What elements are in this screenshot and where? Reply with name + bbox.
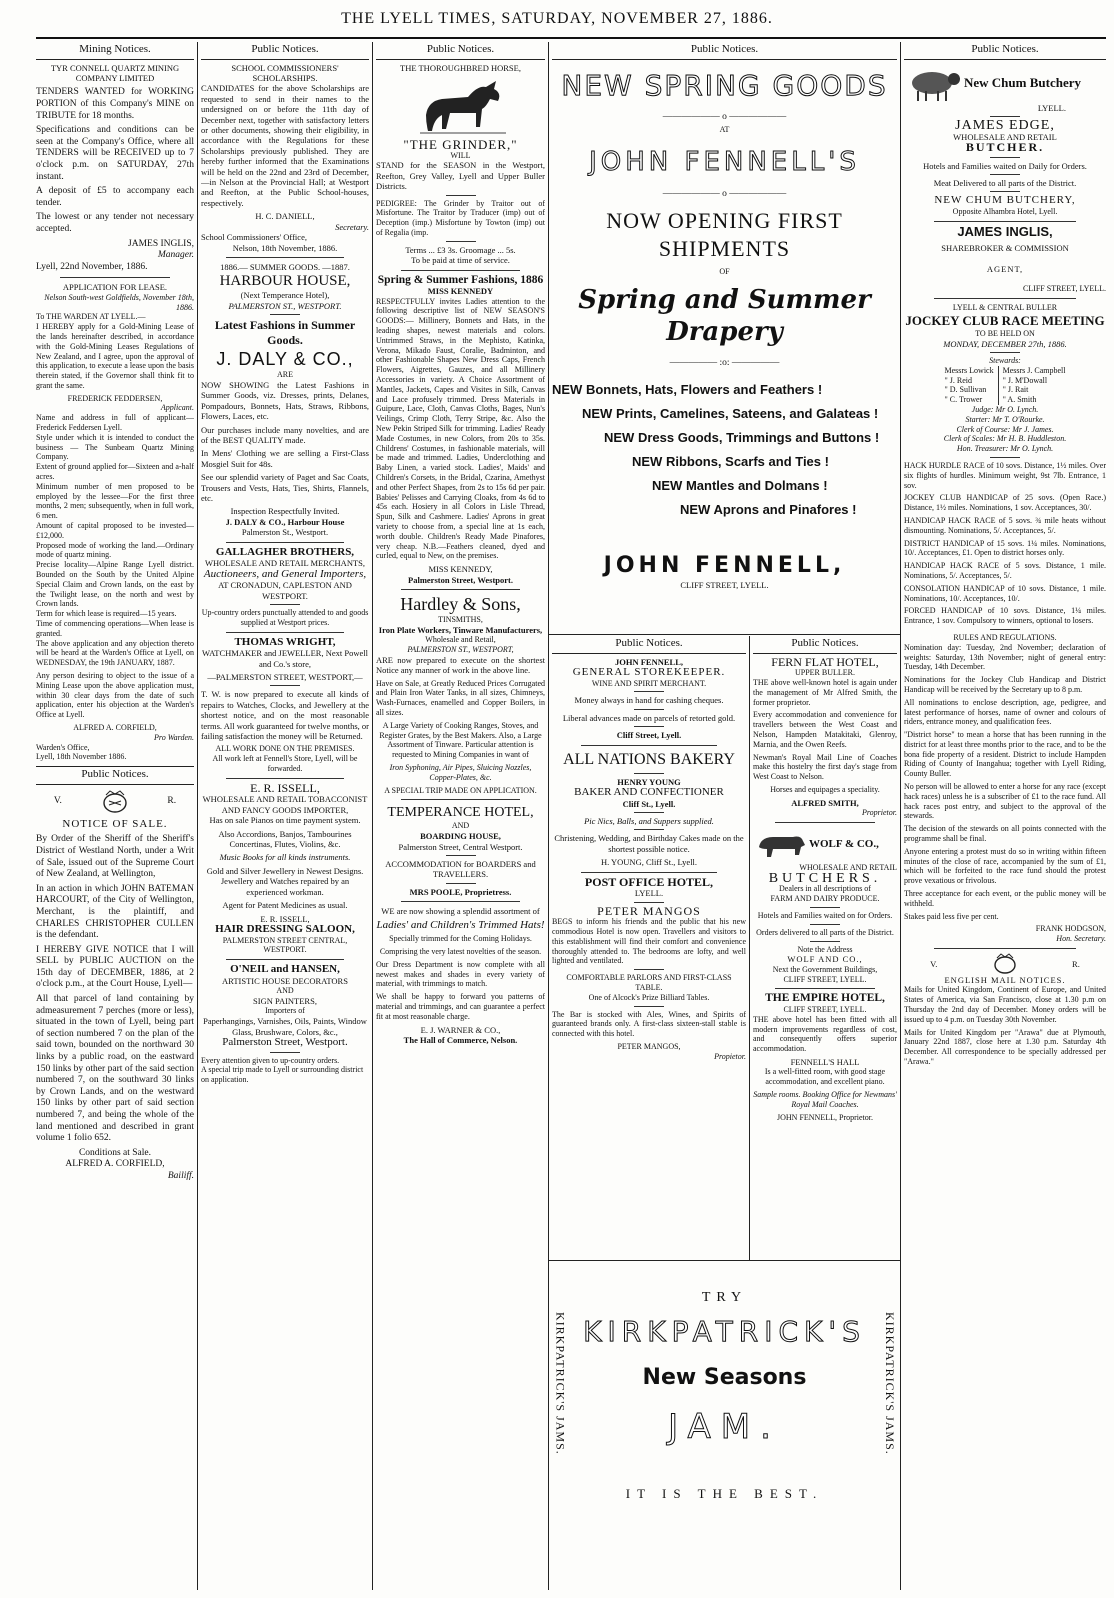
signature: H. YOUNG, Cliff St., Lyell. — [600, 857, 698, 868]
business-name: JOHN FENNELL'S — [589, 146, 860, 177]
notice-text: RESPECTFULLY invites Ladies attention to the following descriptive list of NEW SEASON'S GOODS:— Millinery, Bonnets and Hats, in the leading shapes, newest materials and colors. Untrimmed Straws, in the Mephisto, Katinka, Verona, Mikado Faust, Coralie, Badminton, and other Fashionable Shapes New Dress Caps, French Flowers, Aigrettes, Gauzes, and all Millinery Accessories in variety. A Choice Assortment of Mantles, Jackets, Capes and Visites in Silk, Canvas and Lace profusely trimmed. Dress Materials in Guipure, Lace, Cloth, Canvas Cloths, Bages, Nun's Veilings, Crimp Cloth, Terry Stripe, &c. Also the New Pekin Striped Silk for trimming. Ladies' Ready Made Costumes, in new Colors, from 20s to 35s. Childrens' Costumes, in fashionable materials, will be made and trimmed. Ladies, Underclothing and Baby Linen, a varied stock. Ladies', Maids' and Children's Corsets, in the Bridal, Czarina, Amethyst and other Perfect Shapes, from 2s to 15s 6d per pair. Babies' Pelisses and Carrying Cloaks, from 4s 6d to 45s each. Hosiery in all Colors in Lisle Thread, Spun, Silk and Cashmere. Ladies' Aprons in great variety to choose from, a special line at 1s each, worth double. Children's Ready Made Pinafores, very cheap. N.B.—Feathers cleaned, dyed and curled, equal to New, on the premises. — [376, 296, 545, 561]
business-sub: WHOLESALE AND RETAIL — [799, 862, 897, 872]
signature-title: Applicant. — [160, 403, 194, 413]
steward: " J. M'Dowall — [1002, 375, 1048, 385]
notice-text: Meat Delivered to all parts of the District. — [933, 178, 1077, 188]
notice-text: Orders delivered to all parts of the District. — [756, 927, 894, 937]
notice-text: Money always in hand for cashing cheques. — [574, 695, 724, 706]
notice-text: Christening, Wedding, and Birthday Cakes made on the shortest possible notice. — [554, 833, 744, 854]
headline-connector: AT — [719, 125, 730, 135]
signature-title: Bailiff. — [167, 1170, 194, 1181]
notice-date: Nelson, 18th November, 1886. — [232, 242, 338, 253]
business-sub: AGENT, — [986, 263, 1024, 274]
horse-name: "THE GRINDER," — [403, 137, 518, 152]
section-rule — [548, 1260, 900, 1261]
ad-text: New Seasons — [642, 1364, 807, 1390]
notice-text: Agent for Patent Medicines as usual. — [222, 900, 348, 911]
column-public-notices-3 — [376, 42, 545, 1592]
notice-title: THE THOROUGHBRED HORSE, — [400, 62, 521, 73]
business-sub: (Next Temperance Hotel), — [240, 290, 330, 301]
rule-entry: Nominations for the Jockey Club Handicap and District Handicap will be received by the Secretary up to 8 p.m. — [904, 675, 1106, 694]
official: Judge: Mr O. Lynch. — [971, 404, 1039, 414]
business-name: JOHN FENNELL, — [603, 552, 846, 578]
notice-text: COMFORTABLE PARLORS AND FIRST-CLASS TABLE. — [566, 973, 732, 993]
lease-detail: Time of commencing operations—When lease is granted. — [36, 619, 194, 638]
notice-text: Terms ... £3 3s. Groomage ... 5s. — [405, 244, 516, 255]
ad-text: TRY — [701, 1290, 748, 1305]
signature: JAMES INGLIS, — [128, 238, 194, 249]
signature: ALFRED A. CORFIELD, — [73, 722, 157, 732]
notice-text: A special trip made to Lyell or surrounding district on application. — [201, 1065, 364, 1085]
business-address: PALMERSTON ST., WESTPORT. — [228, 300, 342, 311]
masthead-rule — [36, 37, 1106, 39]
column-divider — [749, 636, 750, 1260]
business-address: UPPER BULLER. — [794, 668, 855, 678]
notice-text: In an action in which JOHN BATEMAN HARCOURT, of the City of Wellington, Merchant, is the plaintiff, and CHARLES CHRISTOPHER CULLEN is the defendant. — [36, 883, 194, 941]
business-address: Cliff Street, Lyell. — [616, 730, 682, 741]
business-address: Palmerston Street, Westport. — [222, 1035, 348, 1048]
notice-title: APPLICATION FOR LEASE. — [62, 282, 168, 293]
column-divider — [900, 42, 901, 1590]
business-address: LYELL. — [1037, 102, 1066, 113]
column-heading: Public Notices. — [36, 766, 194, 785]
business-sub: SHAREBROKER & COMMISSION — [941, 243, 1069, 254]
notice-text: Liberal advances made on parcels of retorted gold. — [562, 712, 736, 723]
business-sub: Auctioneers, and General Importers, — [203, 567, 367, 580]
column-divider — [372, 42, 373, 1590]
signature: MRS POOLE, Proprietress. — [409, 886, 512, 897]
business-name: O'NEIL and HANSEN, — [230, 963, 340, 976]
steward: " D. Sullivan — [944, 385, 987, 395]
signature: E. R. ISSELL, — [260, 913, 310, 924]
rule-entry: Nomination day: Tuesday, 2nd November; declaration of weights: Saturday, 13th November; night of general entry: Tuesday, 14th December. — [904, 642, 1106, 672]
goods-line: NEW Ribbons, Scarfs and Ties ! — [632, 453, 829, 469]
side-text: KIRKPATRICK'S JAMS. — [553, 1312, 568, 1455]
vr-r: R. — [167, 795, 177, 806]
signature-title: Hon. Secretary. — [1056, 934, 1106, 944]
business-name: Hardley & Sons, — [400, 593, 521, 614]
business-sub: Wholesale and Retail, — [425, 635, 496, 645]
signature: PETER MANGOS, — [617, 1042, 681, 1051]
notice-text: Has on sale Pianos on time payment system. — [209, 815, 361, 826]
notice-title: LYELL & CENTRAL BULLER — [952, 303, 1058, 312]
notice-text: In Mens' Clothing we are selling a First-Class Mosgiel Suit for 48s. — [201, 448, 369, 469]
notice-text: TO BE HELD ON — [975, 328, 1035, 338]
lease-detail: Name and address in full of applicant—Frederick Feddersen Lyell. — [36, 413, 194, 433]
business-name: NEW CHUM BUTCHERY, — [934, 194, 1076, 207]
notice-text: Stewards: — [989, 356, 1021, 365]
notice-office: School Commissioners' Office, — [201, 232, 307, 243]
notice-text: A Large Variety of Cooking Ranges, Stoves, and Register Grates, by the Best Makers. Also, a Large Assortment of Tinware. Particular attention is requested to Mining Companies in want of — [379, 720, 542, 760]
notice-text: Paperhangings, Varnishes, Oils, Paints, Window Glass, Brushware, Colors, &c., — [203, 1016, 367, 1037]
business-address: PALMERSTON STREET CENTRAL, — [222, 935, 348, 945]
column-heading: Public Notices. — [552, 42, 897, 60]
notice-text: Up-country orders punctually attended to and goods supplied at Westport prices. — [201, 608, 369, 627]
notice-text: Horses and equipages a speciality. — [770, 784, 880, 794]
business-name: TEMPERANCE HOTEL, — [387, 805, 534, 821]
lease-detail: Style under which it is intended to conduct the business — The Sunbeam Quartz Mining Company. — [36, 432, 194, 462]
business-address: CLIFF STREET, LYELL. — [680, 579, 769, 590]
notice-text: CANDIDATES for the above Scholarships are requested to send in their names to the undersigned on or before the 11th day of December next, together with satisfactory letters or other documents, showing their eligibility, in accordance with the Regulations for these Scholarships previously published. They are hereby further informed that the Examinations will be held on the 22nd and 23rd of December,—in Nelson at the Provincial Hall; at Westport and Reefton, at the Public School-houses, respectively. — [201, 83, 369, 208]
signature: ALFRED SMITH, — [791, 797, 859, 808]
headline: Ladies' and Children's Trimmed Hats! — [376, 918, 545, 931]
column-divider — [197, 42, 198, 1590]
business-sub: ARTISTIC HOUSE DECORATORS — [222, 975, 348, 986]
column-heading: Public Notices. — [376, 42, 545, 60]
signature-title: Propietor. — [714, 1051, 746, 1061]
lease-detail: Proposed mode of working the land.—Ordinary mode of quartz mining. — [36, 540, 194, 560]
rule-entry: The decision of the stewards on all points connected with the programme shall be final. — [904, 824, 1106, 844]
business-address: LYELL. — [634, 888, 664, 899]
horse-illustration — [406, 75, 516, 137]
lease-detail: Minimum number of men proposed to be employed by the lessee—For the first three months, 2 men; subsequently, when in full work, 6 men. — [36, 481, 194, 521]
notice-text: Dealers in all descriptions of — [779, 884, 871, 894]
column-divider — [548, 42, 549, 1590]
business-name: GALLAGHER BROTHERS, — [215, 545, 355, 558]
business-address: Cliff St., Lyell. — [622, 798, 676, 809]
notice-text: Our Dress Department is now complete with all newest makes and shades in every variety of material, with trimmings to match. — [376, 959, 545, 989]
ad-text: JAM. — [668, 1406, 781, 1447]
signature: JOHN FENNELL, Proprietor. — [777, 1112, 873, 1122]
column-mining-notices — [36, 42, 194, 1592]
lease-detail: Precise locality—Alpine Range Lyell district. Bounded on the South by the United Alpine Special Claim and Crown lands, on the east by the Twilight lease, on the north and west by Crown lands. — [36, 560, 194, 609]
business-address: WESTPORT. — [263, 945, 307, 955]
official: Starter: Mr T. O'Rourke. — [965, 414, 1045, 424]
notice-text: Every accommodation and convenience for travellers between the West Coast and Nelson, Hampden Matakitaki, Glenroy, Marnia, and the Owen Reefs. — [753, 710, 897, 749]
goods-line: NEW Dress Goods, Trimmings and Buttons ! — [604, 429, 880, 445]
business-name: THE EMPIRE HOTEL, — [765, 992, 885, 1005]
notice-text: Mails for United Kingdom, Continent of Europe, and United States of America, via San Francisco, close at 1.30 p.m on Thursday the 2nd day of December. Money orders will be issued up to 4 p.m. on Tuesday 30th November. — [904, 985, 1106, 1024]
rule-entry: No person will be allowed to enter a horse for any race (except hack races) unless he is a subscriber of £1 to the race fund. All hack races post entry, and subject to the approval of the stewards. — [904, 782, 1106, 821]
business-name: WOLF & CO., — [809, 838, 879, 851]
notice-office: Warden's Office, — [36, 742, 90, 752]
notice-text: NOW SHOWING the Latest Fashions in Summer Goods, viz. Dresses, prints, Delanes, Pompadours, Bonnets, Hats, Straws, Ribbons, Flowers, Laces, etc. — [201, 379, 369, 422]
business-address: PALMERSTON ST., WESTPORT, — [407, 644, 514, 654]
bull-illustration — [753, 827, 809, 863]
side-text: KIRKPATRICK'S JAMS. — [883, 1312, 897, 1455]
notice-text: Hotels and Families waited on Daily for Orders. — [923, 160, 1087, 171]
rule-entry: Stakes paid less five per cent. — [904, 911, 999, 921]
signature-title: Pro Warden. — [154, 732, 194, 742]
business-address: The Hall of Commerce, Nelson. — [403, 1034, 518, 1045]
lease-detail: Amount of capital proposed to be invested—£12,000. — [36, 521, 194, 540]
steward: Messrs J. Campbell — [1002, 365, 1066, 375]
steward: " J. Rait — [1002, 385, 1029, 395]
notice-date: Lyell, 22nd November, 1886. — [36, 261, 148, 272]
business-sub: TINSMITHS, — [438, 614, 483, 624]
notice-text: Hotels and Families waited on for Orders. — [757, 910, 893, 920]
notice-text: Newman's Royal Mail Line of Coaches make this hostelry the first day's stage from West Coast to Nelson. — [753, 752, 897, 782]
business-name: FERN FLAT HOTEL, — [771, 654, 879, 669]
rule-entry: All nominations to enclose description, age, pedigree, and latest performance of horses, name of owner and colours of riders, entrance money, and qualification fees. — [904, 697, 1106, 727]
headline: Spring and Summer Drapery — [578, 285, 871, 348]
business-address: Next the Government Buildings, — [772, 964, 878, 974]
rule-entry: Three acceptance for each event, or the public money will be withheld. — [904, 889, 1106, 908]
signature-title: Manager. — [157, 250, 194, 261]
business-address: —PALMERSTON STREET, WESTPORT,— — [207, 672, 363, 683]
business-name: HENRY YOUNG — [617, 776, 681, 787]
race-entry: CONSOLATION HANDICAP of 10 sovs. Distance, 1 mile. Nominations, 10/. Acceptances, 10/. — [904, 583, 1106, 603]
brand-name: KIRKPATRICK'S — [583, 1314, 866, 1348]
notice-text: WE are now showing a splendid assortment of — [381, 906, 540, 917]
signature: FRANK HODGSON, — [1035, 924, 1106, 934]
notice-text: FARM AND DAIRY PRODUCE. — [770, 894, 880, 904]
lease-detail: Term for which lease is required—15 years. — [36, 609, 177, 619]
notice-text: Iron Syphoning, Air Pipes, Sluicing Nozzles, Copper-Plates, &c. — [389, 762, 532, 782]
notice-text: BEGS to inform his friends and the public that his new commodious Hotel is now open. Travellers and visitors to this establishment will find their comfort and convenience thoroughly attended to. The bedrooms are lofty, and well lighted and ventilated. — [552, 917, 746, 966]
notice-title: SCHOOL COMMISSIONERS' SCHOLARSHIPS. — [231, 62, 339, 83]
notice-text: STAND for the SEASON in the Westport, Reefton, Grey Valley, Lyell and Upper Buller Districts. — [376, 160, 545, 192]
business-address: Palmerston St., Westport. — [241, 527, 329, 538]
business-name: FENNELL'S HALL — [790, 1056, 860, 1067]
business-name: E. R. ISSELL, — [250, 780, 320, 795]
notice-text: Note the Address — [797, 944, 853, 954]
steward: " A. Smith — [1002, 395, 1037, 405]
race-entry: DISTRICT HANDICAP of 15 sovs. 1¼ miles. Nominations, 10/. Acceptances, £1. Open to district horses only. — [904, 538, 1106, 558]
column-heading: Public Notices. — [552, 636, 746, 654]
signature: MISS KENNEDY, — [428, 564, 493, 575]
official: Clerk of Scales: Mr H. B. Huddleston. — [943, 434, 1067, 444]
business-sub: Importers of — [265, 1006, 305, 1016]
business-sub: ARE — [277, 370, 293, 380]
business-name: MISS KENNEDY — [427, 286, 494, 297]
business-address: Palmerston Street, Westport. — [408, 574, 513, 585]
business-name: ALL NATIONS BAKERY — [563, 750, 735, 768]
notice-addressee: To THE WARDEN AT LYELL.— — [36, 312, 146, 322]
signature: E. J. WARNER & CO., — [420, 1024, 501, 1035]
notice-title: ENGLISH MAIL NOTICES. — [944, 975, 1066, 986]
notice-text: Specifications and conditions can be seen at the Company's Office, where all TENDERS will be RECEIVED up to 7 o'clock p.m. on SATURDAY, 27th instant. — [36, 125, 194, 182]
business-sub: BUTCHERS. — [768, 870, 882, 886]
kirkpatricks-jam-ad — [552, 1262, 897, 1588]
notice-location: Nelson South-west Goldfields, November 18th, 1886. — [44, 292, 194, 312]
royal-crest-icon — [990, 953, 1020, 975]
column-public-notices-5 — [904, 42, 1106, 1592]
royal-crest-icon — [98, 789, 132, 815]
business-name: HAIR DRESSING SALOON, — [215, 922, 355, 935]
vr-r: R. — [1072, 958, 1080, 969]
goods-line: NEW Prints, Camelines, Sateens, and Galateas ! — [582, 405, 879, 421]
column-public-notices-2 — [201, 42, 369, 1592]
business-name: New Chum Butchery — [964, 75, 1081, 91]
headline: JOCKEY CLUB RACE MEETING — [905, 312, 1105, 328]
notice-text: The Bar is stocked with Ales, Wines, and Spirits of guaranteed brands only. A first-class sixteen-stall stable is connected with this hotel. — [552, 1009, 746, 1039]
column-heading: Mining Notices. — [36, 42, 194, 60]
notice-text: All that parcel of land containing by admeasurement 7 perches (more or less), situated in the town of Lyell, being part of section numbered 7 on the plan of the said town, bounded on the northward 30 links by a public road, on the eastward 150 links by other part of the said section numbered 7, on the southward 30 links by Crown Lands, and on the westward 150 links by other part of said section numbered 7, and being the whole of the land mentioned and described in grant volume 1 folio 652. — [36, 994, 194, 1144]
business-name: POST OFFICE HOTEL, — [584, 874, 714, 889]
race-entry: HANDICAP HACK RACE of 5 sovs. Distance, 1 mile. Nominations, 5/. Acceptances, 5/. — [904, 561, 1106, 580]
notice-text: Comprising the very latest novelties of the season. — [379, 946, 542, 956]
signature: J. DALY & CO., Harbour House — [225, 516, 345, 527]
business-sub: BAKER AND CONFECTIONER — [574, 786, 724, 799]
signature: FREDERICK FEDDERSEN, — [67, 393, 163, 403]
notice-text: ACCOMMODATION for BOARDERS and TRAVELLERS. — [385, 858, 536, 880]
notice-text: Also Accordions, Banjos, Tambourines Concertinas, Flutes, Violins, &c. — [218, 828, 352, 850]
notice-text: WILL — [450, 150, 471, 160]
goods-line: NEW Aprons and Pinafores ! — [680, 501, 857, 517]
signature: ALFRED A. CORFIELD, — [65, 1159, 165, 1170]
notice-title: NOTICE OF SALE. — [62, 817, 168, 830]
notice-text: I HEREBY GIVE NOTICE that I will SELL by PUBLIC AUCTION on the 15th day of DECEMBER, 1886, at 2 o'clock p.m., at the Court House, Lyell— — [36, 944, 194, 990]
notice-text: TENDERS WANTED for WORKING PORTION of this Company's MINE on TRIBUTE for 18 months. — [36, 87, 194, 121]
notice-text: Conditions at Sale. — [78, 1147, 152, 1158]
business-name: JOHN FENNELL, — [614, 656, 683, 667]
business-name: WOLF AND CO., — [787, 954, 863, 965]
notice-text: A deposit of £5 to accompany each tender. — [36, 186, 194, 208]
notice-text: Any person desiring to object to the issue of a Mining Lease upon the above application must, within 30 clear days from the date of such application, enter his objection at the Warden's Office at Lyell. — [36, 671, 194, 720]
business-name: BOARDING HOUSE, — [420, 831, 501, 842]
notice-text: The lowest or any tender not necessary accepted. — [36, 212, 194, 234]
business-sub: AND — [451, 821, 470, 831]
notice-title: RULES AND REGULATIONS. — [953, 632, 1057, 642]
notice-text: PEDIGREE: The Grinder by Traitor out of Misfortune. The Traitor by Traducer (imp) out of Deception (imp.) Misfortune by Towton (imp) out of Regalia (imp. — [376, 198, 545, 237]
headline: Latest Fashions in Summer Goods. — [214, 318, 356, 348]
notice-text: T. W. is now prepared to execute all kinds of repairs to Watches, Clocks, and Jewellery at the shortest notice, and on the most reasonable terms. All work guaranteed for twelve months, or failing satisfaction the money will be Returned. — [201, 689, 369, 742]
business-sub: AND — [276, 986, 294, 996]
rule-entry: "District horse" to mean a horse that has been running in the district for at least three months prior to the race, and to be the bona fide property of a resident. District to include Hampden Riding of County of Inangahua; together with Lyell Riding, County Buller. — [904, 730, 1106, 779]
notice-text: ALL WORK DONE ON THE PREMISES. — [215, 744, 355, 754]
headline: NEW SPRING GOODS — [561, 68, 888, 102]
notice-text: All work left at Fennell's Store, Lyell, will be forwarded. — [212, 754, 358, 774]
race-entry: JOCKEY CLUB HANDICAP of 25 sovs. (Open Race.) Distance, 1½ miles. Nominations, 1 sov. Acceptances, 30/. — [904, 493, 1106, 513]
notice-date: Lyell, 18th November 1886. — [36, 752, 127, 762]
notice-title: TYR CONNELL QUARTZ MINING COMPANY LIMITED — [50, 62, 180, 83]
signature-title: Proprietor. — [861, 808, 897, 818]
headline: Spring & Summer Fashions, 1886 — [377, 273, 544, 286]
business-sub: WHOLESALE AND RETAIL — [953, 131, 1057, 142]
notice-text: The above application and any objection thereto will be heard at the Warden's Office at Lyell, on WEDNESDAY, the 19th JANUARY, 1887. — [36, 638, 194, 668]
race-entry: FORCED HANDICAP of 10 sovs. Distance, 1¼ miles. Entrance, 1 sov. Compulsory to winners, optional to losers. — [904, 606, 1106, 626]
masthead: THE LYELL TIMES, SATURDAY, NOVEMBER 27, 1886. — [341, 10, 773, 27]
lease-detail: Extent of ground applied for—Sixteen and a-half acres. — [36, 462, 194, 482]
race-entry: HANDICAP HACK RACE of 5 sovs. ¾ mile heats without dismounting. Nominations, 5/. Acceptances, 5/. — [904, 515, 1106, 535]
business-name: JAMES EDGE, — [955, 118, 1055, 133]
notice-text: THE above hotel has been fitted with all modern improvements regardless of cost, and consequently offers superior accommodation. — [753, 1014, 897, 1054]
business-sub: WINE AND SPIRIT MERCHANT. — [591, 678, 707, 688]
business-address: AT CRONADUN, CAPLESTON AND WESTPORT. — [218, 580, 352, 601]
column-heading: Public Notices. — [904, 42, 1106, 60]
steward: " J. Reid — [944, 375, 972, 385]
notice-text: Inspection Respectfully Invited. — [230, 506, 340, 517]
notice-text: Music Books for all kinds instruments. — [219, 852, 351, 863]
headline: NOW OPENING FIRST SHIPMENTS — [606, 207, 843, 261]
section-rule — [548, 634, 900, 635]
fennell-spring-goods-ad: Public Notices. NEW SPRING GOODS —————— o —————— AT JOHN FENNELL'S —————— o —————— NOW OPENING FIRST SHIPMENTS OF Spring and Summer Drapery ————— :o: ————— NEW Bonnets, Hats, Flowers and Feathers ! NEW Prints, Camelines, Sateens, and Galateas ! NEW Dress Goods, Trimmings and Buttons ! NEW Ribbons, Scarfs and Ties ! NEW Mantles and Dolmans ! NEW Aprons and Pinafores ! JOHN FENNELL, CLIFF STREET, LYELL. — [552, 42, 897, 634]
notice-text: Pic Nics, Balls, and Suppers supplied. — [584, 816, 714, 827]
goods-line: NEW Bonnets, Hats, Flowers and Feathers ! — [552, 381, 823, 397]
business-sub: WHOLESALE AND RETAIL TOBACCONIST AND FANCY GOODS IMPORTER, — [202, 794, 368, 815]
race-entry: HACK HURDLE RACE of 10 sovs. Distance, 1½ miles. Over six flights of hurdles. Minimum weight, 9st 7lb. Entrance, 1 sov. — [904, 460, 1106, 490]
vr-v: V. — [53, 795, 62, 806]
notice-text: A SPECIAL TRIP MADE ON APPLICATION. — [384, 785, 537, 795]
notice-text: One of Alcock's Prize Billiard Tables. — [588, 992, 710, 1002]
signature-title: Secretary. — [335, 221, 369, 232]
business-name: PETER MANGOS — [597, 903, 701, 918]
business-sub: SIGN PAINTERS, — [253, 995, 317, 1006]
official: Clerk of Course: Mr J. James. — [956, 424, 1054, 434]
sheep-illustration — [904, 63, 964, 103]
business-address: CLIFF STREET, LYELL. — [783, 974, 867, 984]
business-sub: WATCHMAKER and JEWELLER, Next Powell and Co.'s store, — [202, 648, 368, 669]
business-sub: GENERAL STOREKEEPER. — [572, 666, 726, 678]
business-address: CLIFF STREET, LYELL. — [1022, 284, 1106, 294]
column-public-notices-4b — [753, 636, 897, 1258]
business-name: HARBOUR HOUSE, — [219, 273, 351, 290]
business-sub: Iron Plate Workers, Tinware Manufacturers, — [378, 624, 543, 635]
vr-v: V. — [930, 958, 938, 969]
business-name: J. DALY & CO., — [216, 349, 354, 370]
headline-connector: OF — [719, 266, 730, 276]
column-heading: Public Notices. — [753, 636, 897, 654]
steward: Messrs Lowick — [944, 365, 994, 375]
business-address: Opposite Alhambra Hotel, Lyell. — [952, 207, 1058, 216]
business-name: JAMES INGLIS, — [957, 223, 1053, 239]
notice-text: Our purchases include many novelties, and are of the BEST QUALITY made. — [201, 424, 369, 445]
notice-text: Gold and Silver Jewellery in Newest Designs. Jewellery and Watches repaired by an experienced workman. — [206, 865, 364, 897]
notice-text: To be paid at time of service. — [411, 255, 510, 266]
notice-text: See our splendid variety of Paget and Sac Coats, Trousers and Vests, Hats, Ties, Shirts, Flannels, etc. — [201, 472, 369, 503]
notice-text: Specially trimmed for the Coming Holidays. — [389, 934, 532, 944]
notice-text: Sample rooms. Booking Office for Newmans' Royal Mail Coaches. — [753, 1089, 897, 1109]
notice-text: We shall be happy to forward you patterns of material and trimmings, and can guarantee a perfect fit at most reasonable charge. — [376, 992, 545, 1021]
notice-text: ARE now prepared to execute on the shortest Notice any manner of work in the above line. — [376, 654, 545, 676]
event-date: MONDAY, DECEMBER 27th, 1886. — [943, 338, 1067, 349]
business-sub: WHOLESALE AND RETAIL MERCHANTS, — [204, 558, 366, 569]
notice-title: 1886.— SUMMER GOODS. —1887. — [220, 261, 350, 272]
signature: H. C. DANIELL, — [255, 211, 315, 222]
business-address: CLIFF STREET, LYELL. — [783, 1004, 867, 1014]
notice-text: Is a well-fitted room, with good stage accommodation, and excellent piano. — [764, 1067, 886, 1087]
notice-text: By Order of the Sheriff of the Sheriff's District of Westland North, under a Writ of Sale, issued out of the Supreme Court of New Zealand, at Wellington, — [36, 834, 194, 880]
notice-text: THE above well-known hotel is again under the management of Mr Alfred Smith, the former proprietor. — [753, 677, 897, 707]
business-address: Palmerston Street, Central Westport. — [398, 841, 523, 852]
notice-text: Have on Sale, at Greatly Reduced Prices Corrugated and Plain Iron Water Tanks, in all sizes, Chimneys, Wash-Furnaces, enamelled and Copper Boilers, in all sizes. — [376, 678, 545, 717]
notice-text: Mails for United Kingdom per "Arawa" due at Plymouth, January 22nd 1887, close here at 1.30 p.m. Saturday 4th December. All correspondence to be specially addressed per "Arawa." — [904, 1027, 1106, 1067]
ad-text: IT IS THE BEST. — [625, 1485, 824, 1501]
steward: " C. Trower — [944, 395, 983, 405]
business-sub: BUTCHER. — [965, 140, 1045, 154]
column-heading: Public Notices. — [201, 42, 369, 60]
official: Hon. Treasurer: Mr O. Lynch. — [956, 444, 1054, 454]
column-public-notices-4a — [552, 636, 746, 1258]
rule-entry: Anyone entering a protest must do so in writing within fifteen minutes of the close of race, accompanied by the sum of £1, which will be forfeited to the race fund should the protest prove vexatious or frivolous. — [904, 846, 1106, 886]
notice-text: Every attention given to up-country orders. — [201, 1055, 340, 1065]
business-name: THOMAS WRIGHT, — [234, 635, 336, 648]
notice-text: I HEREBY apply for a Gold-Mining Lease of the lands hereinafter described, in accordance with the Gold-Mining Leases Regulations of New Zealand, and I agree, upon the approval of this application, to execute a lease upon the basis therein stated, if the Governor shall think fit to grant the same. — [36, 322, 194, 390]
goods-line: NEW Mantles and Dolmans ! — [652, 477, 828, 493]
